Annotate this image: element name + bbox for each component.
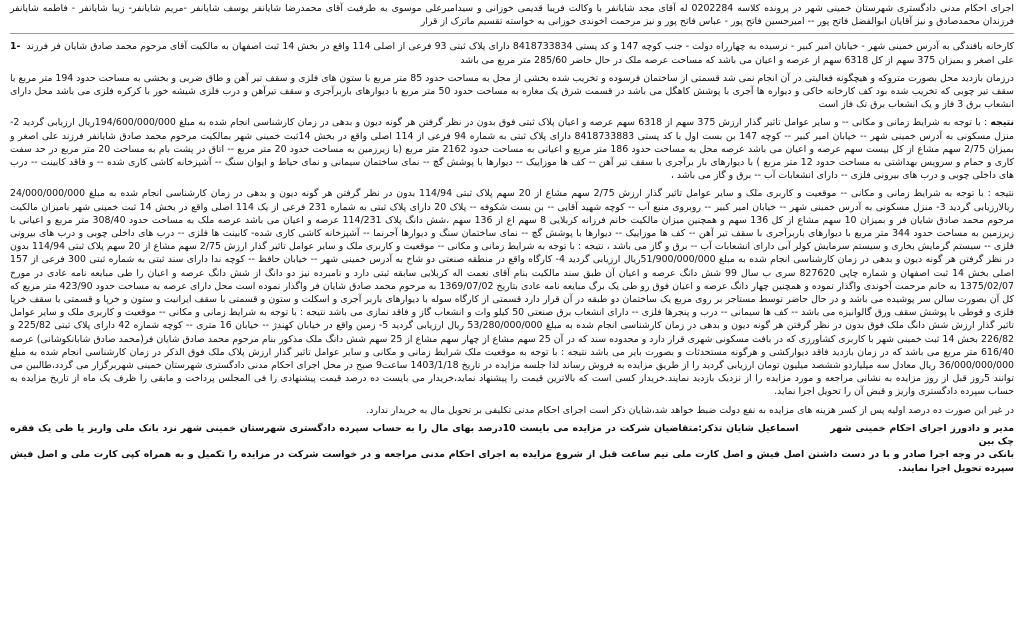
result-paragraph [10, 116, 1014, 182]
details-paragraph [10, 187, 1014, 398]
closing-line [10, 404, 1014, 417]
result-text: : با توجه به شرایط زمانی و مکانی -- و سایر عوامل تاثیر گذار ارزش 375 سهم از 6318 سهم عرصه و اعیان پلاک ثبتی فوق بدون در نظر گرفتن هر گونه دیون و بدهی در زمان کارشناسی انجام شده به مبلغ 194/600/000/000ریال ارزیابی گردید 2- منزل مسکونی به آدرس خمینی شهر -- خیابان امیر کبیر -- کوچه 147 بن بست اول با کد پستی 8418733883 دارای پلاک ثبتی به شماره 94 فرعی از 114 اصلی واقع در بخش 14ثبت خمینی شهر بمالکیت مرحوم محمد صادق شایانفر فرزند علی اصغر و بمیزان 2/75 سهم مشاع از کل بیست سهم عرصه و اعیان می باشد عرصه محل به مساحت حدود 186 متر مربع و اعیانی به مساحت حدود 2162 متر مربع (با زیرزمین به مساحت حدود 20 متر مربع -- اتاق در پشت بام به مساحت 20 متر مربع در حد سفت کاری و حمام و سرویس بهداشتی به مساحت حدود 12 متر مربع ) با دیوارهای بار برآجری با سقف تیر آهن -- کف ها موزاییک -- دیوارها با پوشش گچ -- نمای ساختمان سیمانی و نمای حیاط و ایوان سنگ -- آشپزخانه کاشی کاری شده -- و فاقد کابینت -- درب های داخلی چوبی و درب های بیرونی فلزی -- دارای انشعابات آب -- برق و گاز می باشد ، [10, 117, 1014, 182]
inspection-paragraph [10, 72, 1014, 112]
item-1-text: کارخانه بافندگی به آدرس خمینی شهر - خیابان امیر کبیر - نرسیده به چهارراه دولت - جنب کوچه 147 و کد پستی 8418733834 دارای پلاک ثبتی 93 فرعی از اصلی 114 واقع در بخش 14 ثبت اصفهان به مالکیت آقای مرحوم محمد صادق شایان فر فرزند علی اصغر و بمیزان 375 سهم از کل 6318 سهم از عرصه و اعیان می باشد که مساحت عرصه ملک در حال حاضر 285/60 متر مربع می باشد [26, 41, 1014, 66]
footer-paragraph [10, 448, 1014, 474]
result-label: نتیجه [990, 117, 1014, 129]
inspection-text: درزمان بازدید محل بصورت متروکه و هیچگونه فعالیتی در آن انجام نمی شد قسمتی از ساختمان فرسوده و تخریب شده بخشی از محل به مساحت حدود 85 متر مربع با ستون های فلزی و سقف تیر آهن و طاق ضربی و بخشی به مساحت حدود 194 متر مربع با سقف تیر چوبی که تخریب شده بود کف کارخانه خاکی و دیواره ها آجری با پوشش کاهگل می باشد در قسمت شرق یک مغازه به مساحت حدود 50 متر مربع با دیوارهای باربرآجری و سقف تیرآهن و درب فلزی شیشه خور با کرکره فلزی می باشد محل دارای انشعاب برق 3 فاز و یک انشعاب برق تک فاز است [10, 72, 1014, 111]
item-1-description [10, 40, 1014, 66]
closing-text: در غیر این صورت ده درصد اولیه پس از کسر هزینه های مزایده به نفع دولت ضبط خواهد شد،شایان ذکر است اجرای احکام مدنی تکلیفی بر تحویل مال به خریدار ندارد. [366, 404, 1014, 416]
details-text: نتیجه : با توجه به شرایط زمانی و مکانی -- موقعیت و کاربری ملک و سایر عوامل تاثیر گذار ارزش 2/75 سهم مشاع از 20 سهم پلاک ثبتی 114/94 بدون در نظر گرفتن هر گونه دیون و بدهی در زمان کارشناسی انجام شده به مبلغ 24/000/000/000 ریالارزیابی گردید 3- منزل مسکونی به آدرس خمینی شهر -- خیابان امیر کبیر -- روبروی منبع آب -- کوچه شهید آقایی -- بن بست شکوفه -- پلاک 20 دارای پلاک ثبتی به شماره 231 فرعی از یک 114 اصلی واقع در بخش 14 ثبت خمینی شهر بامیزان مالکیت مرحوم محمد صادق شایان فر و بمیزان 10 سهم مشاع از کل 136 سهم و همچنین میزان مالکیت خانم فرزانه کربلایی 8 سهم اع از 136 سهم ،شش دانگ پلاک 114/231 عرصه و اعیان می باشد عرصه ملک به مساحت حدود 308/40 متر مربع و اعیانی با زیرزمین به مساحت حدود 344 متر مربع با دیوارهای باربرآجری با سقف تیر آهن -- کف ها موزاییک -- دیوارها با پوشش گچ -- نمای ساختمان سنگ و دیوارها آجرنما -- آشپزخانه کاشی کاری شده- کابینت ها فلزی -- درب های داخلی چوبی و درب های بیرونی فلزی -- سیستم گرمایش بخاری و سیستم سرمایش کولر آبی دارای انشعابات آب -- برق و گاز می باشد ، نتیجه : با توجه به شرایط زمانی و مکانی -- موقعیت و کاربری ملک و سایر عوامل تاثیر گذار ارزش 2/75 سهم مشاع از 20 سهم پلاک ثبتی 114/94 بدون در نظر گرفتن هر گونه دیون و بدهی در زمان کارشناسی انجام شده به مبلغ 51/900/000/000ریال ارزیابی گردید 4- کارگاه واقع در منطقه صنعتی دو شاخ به آدرس خمینی شهر -- خیابان حافظ -- کوچه ندا دارای سند ثبتی به شماره ثبتی 300 فرعی از 157 اصلی بخش 14 ثبت اصفهان و شماره چاپی 827620 سری ب سال 99 شش دانگ عرصه و اعیان آن طبق سند مالکیت بنام آقای نعمت اله کربلایی سابقه ثبتی دارد و نامبرده نیز دو دانگ از شش دانگ عرصه و اعیان را طی مبایعه نامه عادی در مورخ 1375/02/07 به خانم مرحمت آخوندی واگذار نموده و همچنین چهار دانگ عرصه و اعیان فوق رو طی یک برگ مبایعه نامه عادی بتاریخ 1369/07/02 به مرحوم محمد صادق شایان فر واگذار نموده است محل دارای عرصه به مساحت حدود 423/90 متر مربع که کل آن بصورت سالن سر پوشیده می باشد و در حال حاضر توسط مستاجر بر روی مربع یک ساختمان دو طبقه در آن قرار دارد قسمتی از کارگاه سوله با دیوارهای باربر آجری و اسکلت و ستون و قسمتی با سقف ایرانیت و ستون و خرپا و قسمتی با سقف خرپا فلزی و قوطی با پوشش سقف ورق گالوانیزه می باشد -- کف ها سیمانی -- درب و پنجرها فلزی -- دارای انشعاب برق صنعتی 50 کیلو وات و انشعاب گاز و فاقد نمازی می باشد نتیجه : با توجه به شرایط زمانی و مکانی -- موقعیت و کاربری ملک و سایر عوامل تاثیر گذار ارزش شش دانگ ملک فوق بدون در نظر گرفتن هر گونه دیون و بدهی در زمان کارشناسی انجام شده به مبلغ 53/280/000/000 ریال ارزیابی گردید 5- زمین واقع در خیابان کهندژ -- خیابان 16 متری -- کوچه شماره 42 دارای پلاک ثبتی 225/82 و 226/82 بخش 14 ثبت خمینی شهر با کاربری کشاورزی که در بافت مسکونی شهری قرار دارد و محدوده سند که در آن 25 سهم مشاع از چهار سهم مشاع از 25 سهم شش دانگ ملک مذکور بنام مرحوم محمد صادق شایان فر(محمد صادق شابانکوشانی) عرصه 616/40 متر مربع می باشد که در زمان بازدید فاقد دیوارکشی و هرگونه مستحدثات و بصورت بایر می باشد نتیجه : با توجه به موقعیت ملک شرایط زمانی و مکانی و سایر عوامل تاثیر گذار ارزش پلاک ملک فوق الذکر در زمان کارشناسی انجام شده به مبلغ 36/000/000/000 ریال معادل سه میلیاردو ششصد میلیون تومان ارزیابی گردید را از طریق مزایده به فروش رساند لذا جلسه مزایده در تاریخ 1403/1/18 ساعت9 صبح در محل اجرای احکام مدنی دادگستری شهرستان خمینی شهربرگزار می گردد،طالبین می توانند 5روز قبل از روز مزایده به نشانی مراجعه و مورد مزایده را از نزدیک بازدید نمایند.خریدار کسی است که بالاترین قیمت را پیشنهاد نماید،خریدار می بایست ده درصد قیمت پیشنهادی را فی المجلس پرداخت و مابقی را ظرف یک ماه از تاریخ مزایده به حساب سپرده دادگستری واریز و قبض آن را تحویل اجرا نماید. [10, 188, 1015, 398]
signature-office: مدیر و دادورز اجرای احکام خمینی شهر [830, 422, 1015, 434]
item-number: -1 [10, 41, 21, 53]
signature-note: تذکر:متقاضیان شرکت در مزایده می بایست 10درصد بهای مال را به حساب سپرده دادگستری شهرستان خمینی شهر نزد بانک ملی واریز یا طی یک فقره چک بین [10, 422, 1014, 448]
signature-row [10, 422, 1014, 448]
notice-header [10, 2, 1014, 34]
auction-notice-document [10, 2, 1014, 622]
notice-header-text: اجرای احکام مدنی دادگستری شهرستان خمینی شهر در پرونده کلاسه 0202284 له آقای مجد شایانفر با وکالت فریبا قدیمی خوزانی و سیدامیرعلی موسوی به طرفیت آقای محمدرضا شایانفر یوسف شایانفر -مریم شایانفر- زیبا شایانفر - فاطمه شایانفر فرزندان محمدصادق و نیز آقایان ابوالفضل فاتح پور -- امیرحسین فاتح پور - عباس فاتح پور و نیز مرحمت اخوندی خوزانی به خواسته تقسیم ماترک از قرار [10, 3, 1014, 28]
footer-text: بانکی در وجه اجرا صادر و با در دست داشتن اصل فیش و اصل کارت ملی نیم ساعت قبل از شروع مزایده به اجرای احکام مدنی مراجعه و در خواست شرکت در مزایده را تکمیل و به همراه کپی کارت ملی و اصل فیش سپرده تحویل اجرا نمایند. [10, 449, 1014, 474]
signature-name: اسماعیل شایان [726, 422, 799, 434]
